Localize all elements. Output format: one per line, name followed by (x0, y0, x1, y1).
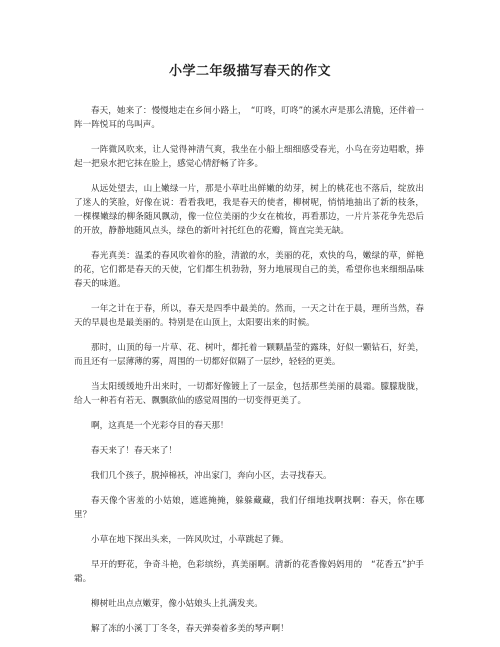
paragraph: 春光真美：温柔的春风吹着你的脸，清澈的水，美丽的花，欢快的鸟，嫩绿的草，鲜艳的花，它们都是春天的天使，它们都生机勃勃，努力地展现自己的美，希望你也来细细品味春天的味道。 (74, 251, 424, 289)
paragraph: 春天，她来了：慢慢地走在乡间小路上， “叮咚，叮咚”的溪水声是那么清脆，还伴着一阵一阵悦耳的鸟叫声。 (74, 106, 424, 130)
paragraph: 春天像个害羞的小姑娘，遮遮掩掩，躲躲藏藏，我们仔细地找啊找啊：春天，你在哪里？ (74, 496, 424, 520)
document-body (74, 104, 424, 647)
paragraph: 小草在地下探出头来，一阵风吹过，小草跳起了舞。 (91, 535, 289, 545)
paragraph: 柳树吐出点点嫩芽，像小姑娘头上扎满发夹。 (91, 599, 263, 609)
paragraph: 我们几个孩子，脱掉棉袄，冲出家门，奔向小区，去寻找春天。 (91, 471, 332, 481)
paragraph: 啊，这真是一个光彩夺目的春天那！ (91, 421, 229, 431)
paragraph: 一阵微风吹来，让人觉得神清气爽，我坐在小船上细细感受春光，小鸟在旁边唱歌，捧起一把泉水把它抹在脸上，感觉心情舒畅了许多。 (74, 145, 424, 169)
paragraph: 早开的野花，争奇斗艳，色彩缤纷，真美丽啊。清新的花香像妈妈用的 “花香五”护手霜。 (74, 560, 424, 584)
paragraph: 春天来了！春天来了！ (91, 446, 177, 456)
paragraph: 那时，山顶的每一片草、花、树叶，都托着一颗颗晶莹的露珠，好似一颗钻石，好美，而且还有一层薄薄的雾，周围的一切都好似隔了一层纱，轻轻的更美。 (74, 343, 424, 367)
paragraph: 解了冻的小溪丁丁冬冬，春天弹奏着多美的琴声啊！ (91, 624, 289, 634)
paragraph: 当太阳缓缓地升出来时，一切都好像镀上了一层金，包括那些美丽的晨霜。朦朦胧胧，给人一种若有若无、飘飘欲仙的感觉周围的一切变得更美了。 (74, 382, 424, 406)
paragraph: 从远处望去，山上嫩绿一片，那是小草吐出鲜嫩的幼芽，树上的桃花也不落后，绽放出了迷人的笑脸，好像在说：看看我吧，我是春天的使者，柳树呢，悄悄地抽出了新的枝条，一棵棵嫩绿的柳条随风飘动，像一位位美丽的少女在梳妆，再看那边，一片片茶花争先恐后的开放，静静地随风点头，绿色的新叶衬托红色的花瓣，简直完美无缺。 (74, 184, 424, 236)
document-title: 小学二年级描写春天的作文 (168, 64, 331, 79)
paragraph: 一年之计在于春，所以，春天是四季中最美的。然而，一天之计在于晨，理所当然，春天的早晨也是最美丽的。特别是在山顶上，太阳要出来的时候。 (74, 304, 424, 328)
